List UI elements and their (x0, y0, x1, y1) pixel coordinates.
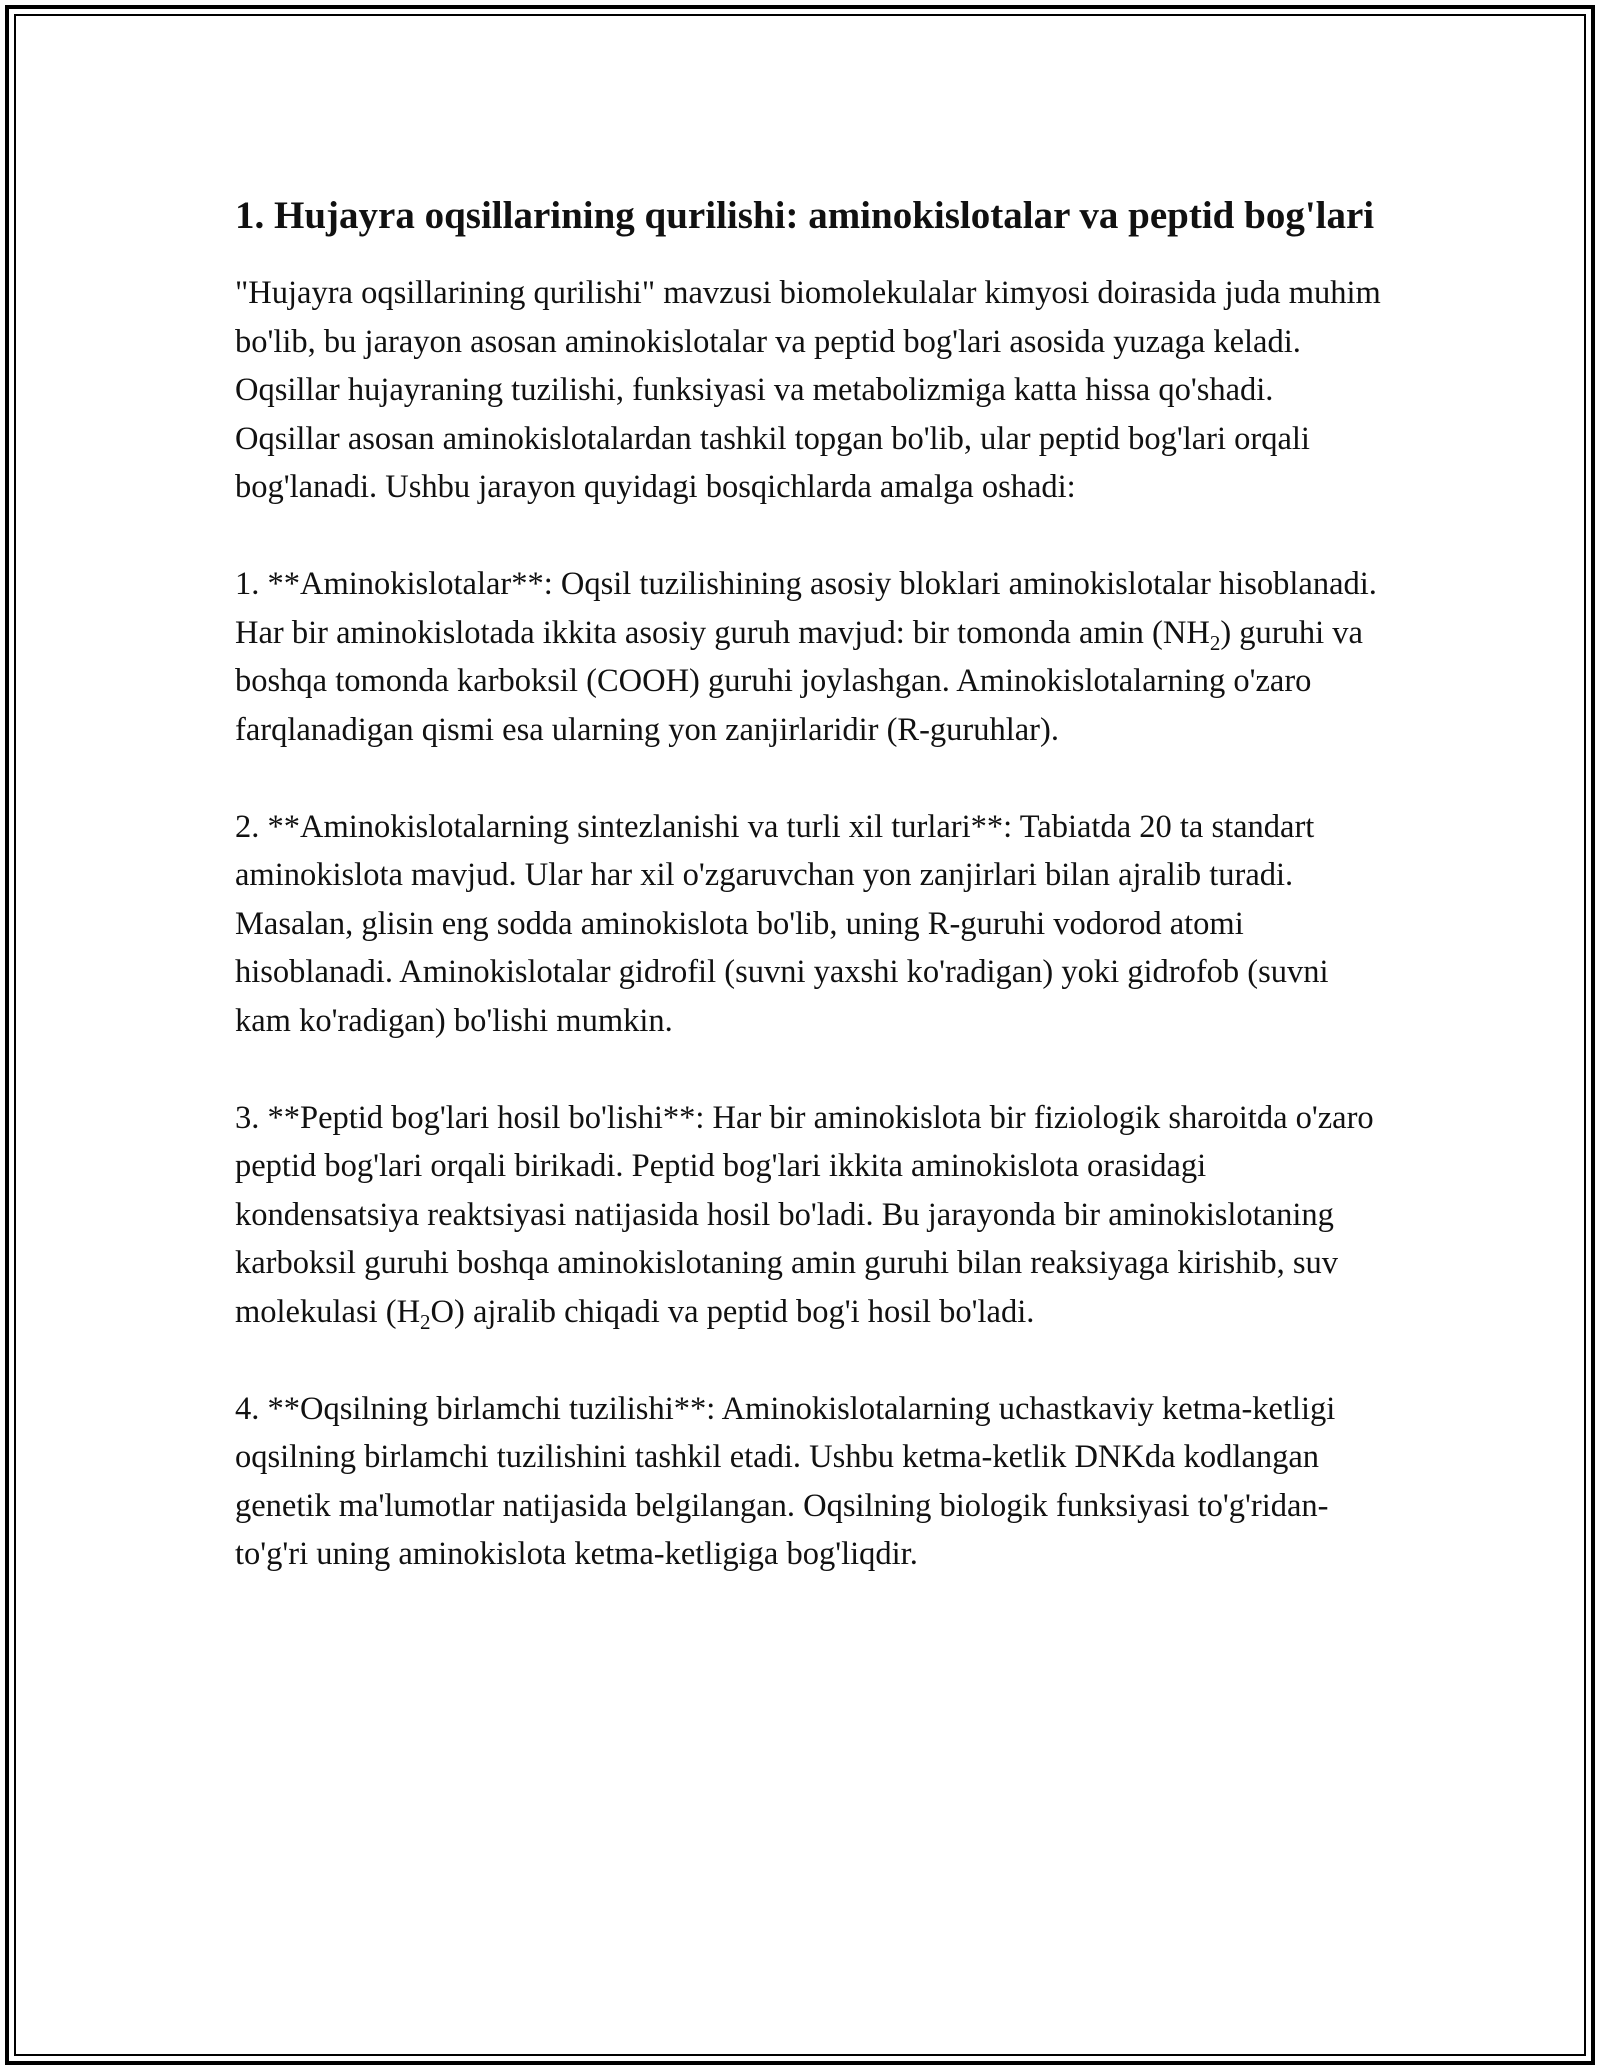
point-1-aminokislotalar (235, 560, 1385, 754)
paragraph-spacer (235, 512, 1385, 561)
document-body (235, 188, 1385, 1579)
point-4-birlamchi-tuzilish: 4. **Oqsilning birlamchi tuzilishi**: Aminokislotalarning uchastkaviy ketma-ketligi oqsilning birlamchi tuzilishini tashkil etadi. Ushbu ketma-ketlik DNKda kodlangan genetik ma'lumotlar natijasida belgilangan. Oqsilning biologik funksiyasi to'g'ridan-to'g'ri uning aminokislota ketma-ketligiga bog'liqdir. (235, 1390, 1336, 1572)
point-3-peptid-boglari (235, 1094, 1385, 1337)
point-3-text-start: 3. **Peptid bog'lari hosil bo'lishi**: Har bir aminokislota bir fiziologik sharoitda o'zaro peptid bog'lari orqali birikadi. Peptid bog'lari ikkita aminokislota orasidagi kondensatsiya reaktsiyasi natijasida hosil bo'ladi. Bu jarayonda bir aminokislotaning karboksil guruhi boshqa aminokislotaning amin guruhi bilan reaksiyaga kirishib, suv molekulasi (H (235, 1099, 1374, 1330)
point-1-text-start: 1. **Aminokislotalar**: Oqsil tuzilishining asosiy bloklari aminokislotalar hisoblanadi. Har bir aminokislotada ikkita asosiy guruh mavjud: bir tomonda amin (NH (235, 566, 1377, 651)
paragraph-spacer (235, 1045, 1385, 1094)
paragraph-spacer (235, 1336, 1385, 1385)
document-title: 1. Hujayra oqsillarining qurilishi: aminokislotalar va peptid bog'lari (235, 194, 1375, 237)
intro-paragraph: "Hujayra oqsillarining qurilishi" mavzusi biomolekulalar kimyosi doirasida juda muhim bo'lib, bu jarayon asosan aminokislotalar va peptid bog'lari asosida yuzaga keladi. Oqsillar hujayraning tuzilishi, funksiyasi va metabolizmiga katta hissa qo'shadi. Oqsillar asosan aminokislotalardan tashkil topgan bo'lib, ular peptid bog'lari orqali bog'lanadi. Ushbu jarayon quyidagi bosqichlarda amalga oshadi: (235, 275, 1381, 505)
point-2-sintez: 2. **Aminokislotalarning sintezlanishi va turli xil turlari**: Tabiatda 20 ta standart aminokislota mavjud. Ular har xil o'zgaruvchan yon zanjirlari bilan ajralib turadi. Masalan, glisin eng sodda aminokislota bo'lib, uning R-guruhi vodorod atomi hisoblanadi. Aminokislotalar gidrofil (suvni yaxshi ko'radigan) yoki gidrofob (suvni kam ko'radigan) bo'lishi mumkin. (235, 808, 1329, 1039)
point-3-subscript: 2 (420, 1309, 431, 1334)
point-1-subscript: 2 (1209, 630, 1221, 655)
point-3-text-end: O) ajralib chiqadi va peptid bog'i hosil bo'ladi. (430, 1293, 1035, 1330)
paragraph-spacer (235, 754, 1385, 803)
point-1-text-end: ) guruhi va boshqa tomonda karboksil (COOH) guruhi joylashgan. Aminokislotalarning o'zaro farqlanadigan qismi esa ularning yon zanjirlaridir (R-guruhlar). (235, 614, 1363, 748)
